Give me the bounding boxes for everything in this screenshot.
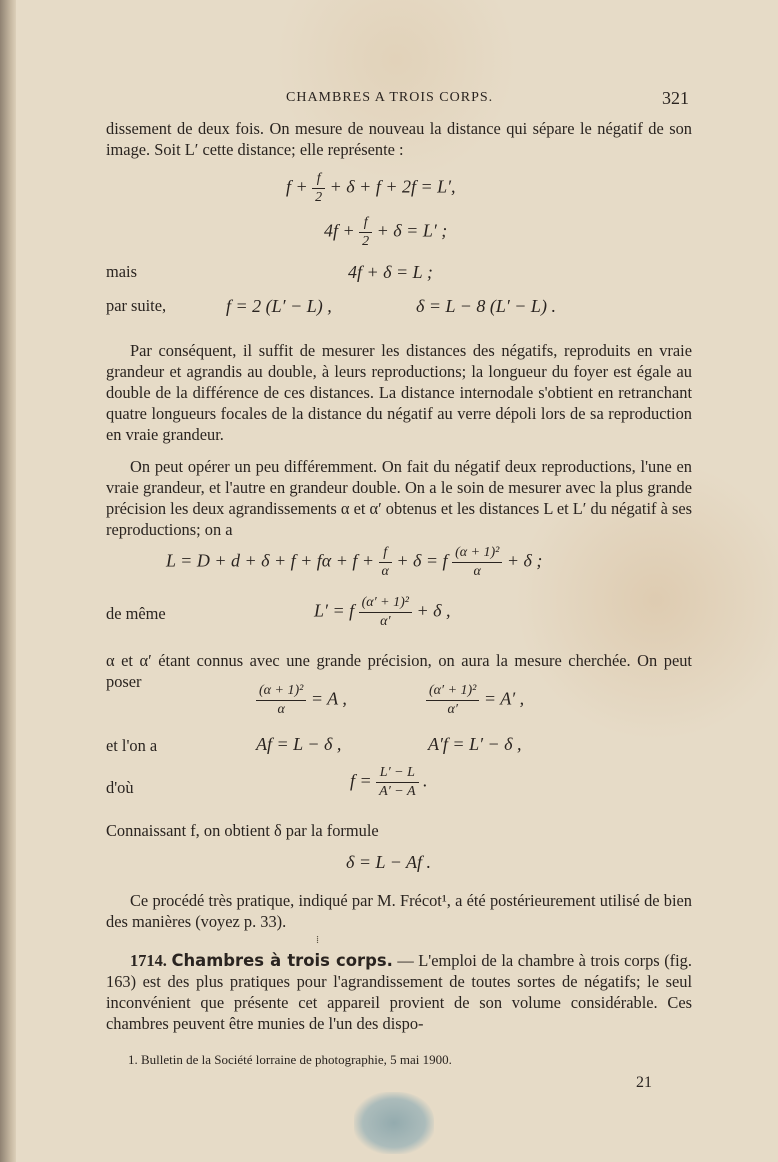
paragraph-5: Connaissant f, on obtient δ par la formule [106, 821, 379, 840]
label-par-suite: par suite, [106, 296, 167, 315]
equation-6: L′ = f $\frac{\text{(α′ + 1)²}}{\alpha'}$ + δ , [314, 595, 451, 629]
paragraph-6: Ce procédé très pratique, indiqué par M. Frécot¹, a été postérieurement utilisé de bien des manières (voyez p. 33). [106, 891, 692, 931]
page-header [16, 88, 778, 112]
equation-10: δ = L − Af . [346, 852, 432, 872]
book-spine [0, 0, 16, 1162]
equation-2: 4f + $\frac{f}{2}$ + δ = L′ ; [324, 215, 448, 249]
paragraph-2: Par conséquent, il suffit de mesurer les distances des négatifs, reproduits en vraie grandeur et agrandis au double, à leurs reproductions; la longueur du foyer est égale au double de la différence de ces distances. La distance internodale s'obtient en retranchant quatre longueurs focales de la distance du négatif au verre dépoli lors de sa reproduction en vraie grandeur. [106, 341, 692, 444]
equation-9: f = $\frac{L' - L}{A' - A}$ . [350, 765, 428, 799]
equation-4a: f = 2 (L′ − L) , [226, 296, 332, 316]
running-head: CHAMBRES A TROIS CORPS. [286, 90, 494, 105]
signature-mark: 21 [636, 1074, 652, 1091]
label-mais: mais [106, 262, 137, 281]
paragraph-4: α et α′ étant connus avec une grande précision, on aura la mesure cherchée. On peut poser [106, 651, 692, 691]
section-number: 1714. [130, 951, 167, 970]
footnote: 1. Bulletin de la Société lorraine de photographie, 5 mai 1900. [128, 1052, 452, 1067]
equation-7b: $\frac{\text{(α′ + 1)²}}{\alpha'}$ = A′ , [426, 682, 524, 719]
library-stamp [354, 1092, 434, 1154]
equation-3: 4f + δ = L ; [348, 262, 433, 282]
paragraph-3: On peut opérer un peu différemment. On fait du négatif deux reproductions, l'une en vraie grandeur, et l'autre en grandeur double. On a le soin de mesurer avec la plus grande précision les deux agrandissements α et α′ obtenus et les distances L et L′ du négatif à ses reproductions; on a [106, 457, 692, 539]
label-dou: d'où [106, 778, 134, 797]
book-page [16, 0, 778, 1162]
paragraph-1: dissement de deux fois. On mesure de nouveau la distance qui sépare le négatif de son image. Soit L′ cette distance; elle représente : [106, 119, 692, 159]
section-text: — L'emploi de la chambre à trois corps (fig. 163) est des plus pratiques pour l'agrandissement de toutes sortes de négatifs; le seul inconvénient que présente cet appareil provient de son volume considérable. Ces chambres peuvent être munies de l'un des dispo- [106, 951, 692, 1033]
equation-7a: $\frac{\text{(α + 1)²}}{\alpha}$ = A , [256, 682, 347, 719]
equation-1: f + $\frac{f}{2}$ + δ + f + 2f = L′, [286, 171, 456, 205]
ink-mark: ⁞ [316, 934, 320, 946]
paragraph-7 [106, 950, 692, 1034]
equation-5: L = D + d + δ + f + fα + f + $\frac{f}{\alpha}$ + δ = f $\frac{\text{(α + 1)²}}{\alpha}$ + δ ; [166, 545, 543, 579]
label-de-meme: de même [106, 604, 166, 623]
section-title: Chambres à trois corps. [171, 951, 393, 970]
page-number: 321 [662, 88, 689, 108]
equation-8b: A′f = L′ − δ , [428, 734, 522, 754]
label-et-lon-a: et l'on a [106, 736, 158, 755]
equation-4b: δ = L − 8 (L′ − L) . [416, 296, 556, 316]
equation-8a: Af = L − δ , [256, 734, 342, 754]
